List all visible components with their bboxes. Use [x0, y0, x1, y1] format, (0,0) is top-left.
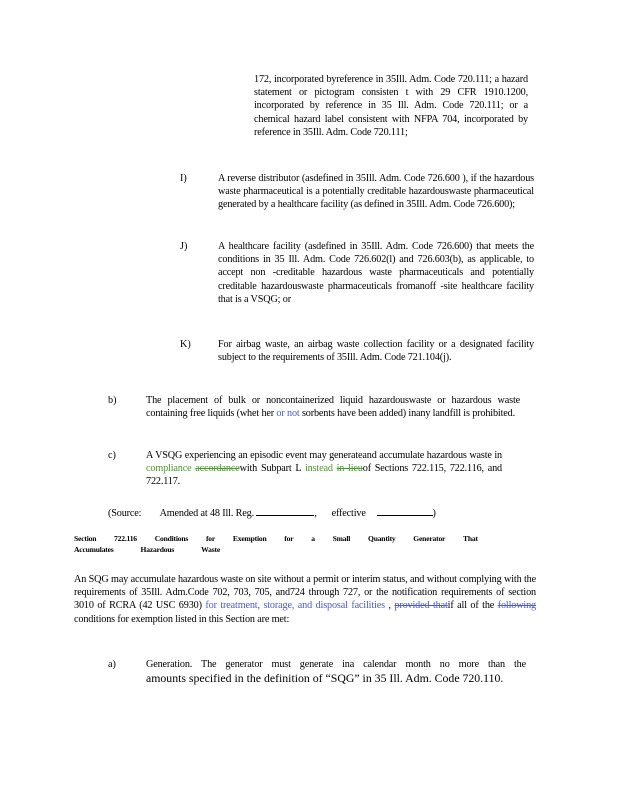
subsection-text-c — [146, 449, 502, 489]
source-close: ) — [432, 508, 436, 519]
heading-word: That — [463, 534, 478, 543]
heading-word: Generator — [413, 534, 446, 543]
subsection-a-line-2: amounts specified in the definition of “SQG” in 35 Ill. Adm. Code 720.110. — [146, 671, 504, 686]
heading-word: Quantity — [367, 534, 396, 543]
source-effective: effective — [331, 508, 366, 519]
inserted-text: or not — [276, 408, 300, 420]
heading-word: Conditions — [154, 534, 189, 543]
item-label-k: K) — [180, 339, 191, 350]
inserted-text: compliance — [146, 463, 192, 475]
subsection-label-a: a) — [108, 659, 116, 670]
item-text-i: A reverse distributor (asdefined in 35Ill. Adm. Code 726.600 ), if the hazardous waste pharmaceutical is a potentially creditable hazardouswaste pharmaceutical generated by a healthcare facility (as defined in 35Ill. Adm. Code 726.600); — [218, 173, 534, 211]
heading-word: Hazardous — [140, 545, 175, 554]
deleted-text: accordance — [195, 463, 240, 475]
subsection-c-text-1: A VSQG experiencing an episodic event may generateand accumulate hazardous waste in — [146, 450, 502, 461]
subsection-label-b: b) — [108, 395, 117, 406]
heading-word: for — [205, 534, 216, 543]
section-heading — [74, 533, 494, 555]
heading-word: Small — [332, 534, 351, 543]
item-label-j: J) — [180, 241, 188, 252]
intro-text-1: An SQG may accumulate hazardous waste on site without a permit or interim status, and without complying with the requirements of 35Ill. Adm.Code 702, 703, 705, and724 through 727, or the notification requirements of section 3010 of RCRA (42 USC 6930) — [74, 574, 536, 612]
source-note: (Source: Amended at 48 Ill. Reg. , effective ) — [108, 505, 528, 520]
section-intro-paragraph — [74, 573, 536, 626]
heading-word: a — [311, 534, 315, 543]
subsection-label-c: c) — [108, 450, 116, 461]
intro-text-2: , — [384, 600, 395, 612]
register-blank — [256, 505, 314, 516]
subsection-c-text-3: of Sections 722.115, 722.116, and 722.117. — [146, 463, 502, 488]
continuation-paragraph: 172, incorporated byreference in 35Ill. Adm. Code 720.111; a hazard statement or pictogram consisten t with 29 CFR 1910.1200, incorporated by reference in 35 Ill. Adm. Code 720.111; or a chemical hazard label consistent with NFPA 704, incorporated by reference in 35Ill. Adm. Code 720.111; — [254, 74, 528, 138]
subsection-b-text-2: sorbents have been added) inany landfill is prohibited. — [299, 408, 515, 420]
effective-date-blank — [377, 505, 433, 516]
item-label-i: I) — [180, 173, 187, 184]
intro-text-3: if all of the — [447, 600, 498, 612]
deleted-text: in lieu — [336, 463, 363, 475]
heading-word: for — [284, 534, 294, 543]
subsection-b-text-1: The placement of bulk or noncontainerized liquid hazardouswaste or hazardous waste containing free liquids (whet her — [146, 395, 520, 420]
deleted-text: following — [497, 600, 537, 612]
inserted-text: for treatment, storage, and disposal facilities — [205, 600, 385, 612]
item-text-j: A healthcare facility (asdefined in 35Ill. Adm. Code 726.600) that meets the conditions in 35 Ill. Adm. Code 726.602(l) and 726.603(b), as applicable, to accept non -creditable hazardous waste pharmaceuticals and potentially creditable hazardouswaste pharmaceuticals fromanoff -site healthcare facility that is a VSQG; or — [218, 241, 534, 305]
subsection-a-line-1: Generation. The generator must generate ina calendar month no more than the — [146, 659, 526, 670]
heading-word: Exemption — [232, 534, 267, 543]
intro-text-4: conditions for exemption listed in this Section are met: — [74, 613, 290, 625]
source-amended: Amended at 48 Ill. Reg. — [159, 508, 255, 519]
subsection-text-b — [146, 394, 520, 420]
subsection-text-a — [146, 658, 526, 685]
heading-word: Accumulates — [74, 545, 114, 554]
inserted-text: instead — [304, 463, 333, 475]
heading-word: 722.116 — [114, 534, 137, 543]
heading-word: Waste — [201, 545, 220, 554]
subsection-c-text-2: with Subpart L — [239, 463, 305, 475]
source-prefix: (Source: — [108, 508, 142, 519]
deleted-text: provided that — [394, 600, 448, 612]
item-text-k: For airbag waste, an airbag waste collection facility or a designated facility subject to the requirements of 35Ill. Adm. Code 721.104(j). — [218, 339, 534, 364]
heading-word: Section — [74, 534, 97, 543]
